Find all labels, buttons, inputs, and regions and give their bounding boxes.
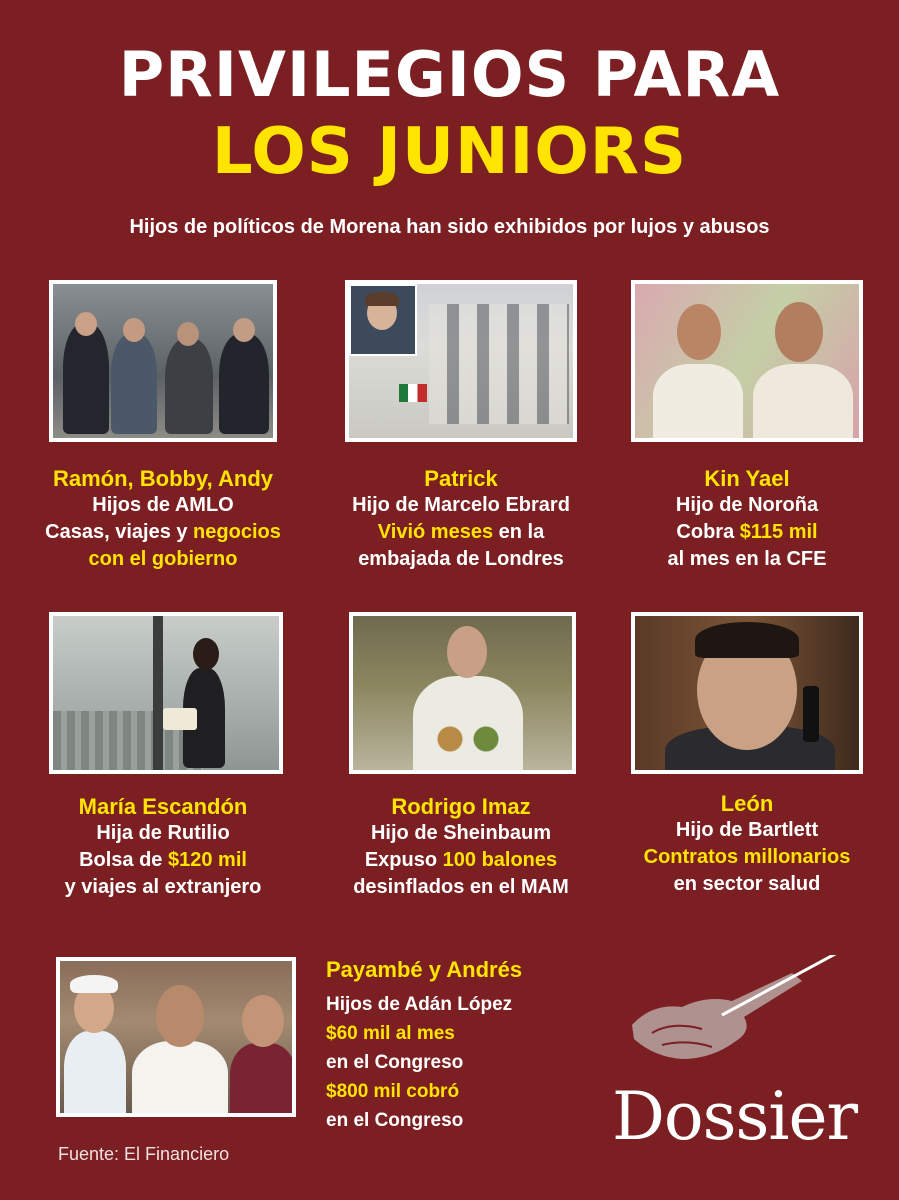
person-figure (64, 1031, 126, 1113)
deflated-balls (423, 721, 513, 757)
headline-line-2: LOS JUNIORS (211, 115, 688, 189)
card-line: Hijos de AMLO (92, 494, 234, 516)
photo-patrick (345, 280, 577, 442)
card-name: Ramón, Bobby, Andy (53, 466, 273, 491)
person-figure (219, 334, 269, 434)
card-line: en el Congreso (326, 1110, 464, 1131)
card-line: Hijo de Marcelo Ebrard (352, 494, 570, 516)
caption-adan-lopez-sons (326, 955, 606, 1135)
card-name: Payambé y Andrés (326, 957, 523, 982)
photo-maria-escandon (49, 612, 283, 774)
card-line: embajada de Londres (358, 548, 564, 570)
card-line: Cobra $115 mil (676, 521, 818, 543)
person-figure (132, 1041, 228, 1113)
photo-rodrigo-imaz (349, 612, 576, 774)
source-note: Fuente: El Financiero (58, 1144, 230, 1164)
card-line: Casas, viajes y negocios (45, 521, 281, 543)
card-line-highlight: $800 mil cobró (326, 1081, 460, 1102)
photo-kin-yael (631, 280, 863, 442)
card-name: Rodrigo Imaz (391, 794, 531, 819)
building-windows (429, 304, 569, 424)
card-line: y viajes al extranjero (64, 876, 262, 898)
dossier-hand-pen-icon (612, 955, 852, 1085)
cap (70, 975, 118, 993)
subtitle: Hijos de políticos de Morena han sido exhibidos por lujos y abusos (129, 216, 770, 238)
person-head (177, 322, 199, 346)
person-figure (165, 339, 213, 434)
card-line: Hijo de Bartlett (675, 819, 819, 841)
person-head (75, 312, 97, 336)
person-head (193, 638, 219, 670)
card-line: desinflados en el MAM (353, 876, 569, 898)
card-line: Hija de Rutilio (96, 822, 230, 844)
person-figure (111, 334, 157, 434)
flag (399, 384, 427, 402)
caption-maria-escandon (10, 793, 316, 901)
caption-amlo-sons (10, 465, 316, 573)
card-line: al mes en la CFE (667, 548, 827, 570)
card-line: Vivió meses en la (377, 521, 545, 543)
handbag (163, 708, 197, 730)
person-figure (653, 364, 743, 438)
caption-leon (606, 790, 888, 898)
person-head (242, 995, 284, 1047)
headline-line-1: PRIVILEGIOS PARA (118, 38, 781, 111)
inset-portrait (349, 284, 417, 356)
caption-kin-yael (616, 465, 878, 573)
card-line: Hijos de Adán López (326, 994, 513, 1015)
person-head (156, 985, 204, 1047)
card-line: Hijo de Sheinbaum (370, 822, 552, 844)
card-name: Kin Yael (704, 466, 790, 491)
person-head (677, 304, 721, 360)
person-figure (230, 1043, 292, 1113)
person-head (123, 318, 145, 342)
card-name: María Escandón (78, 794, 248, 819)
person-figure (753, 364, 853, 438)
dossier-logo: Dossier (612, 1078, 858, 1155)
photo-adan-lopez-sons (56, 957, 296, 1117)
person-head (447, 626, 487, 678)
person-head (233, 318, 255, 342)
card-name: León (720, 791, 774, 816)
person-head (775, 302, 823, 362)
window-frame (153, 616, 163, 770)
person-hair (365, 292, 399, 306)
card-line: Expuso 100 balones (364, 849, 558, 871)
card-line: en sector salud (673, 873, 821, 895)
card-line: Bolsa de $120 mil (79, 849, 247, 871)
card-line: en el Congreso (326, 1052, 464, 1073)
card-line-highlight: $60 mil al mes (326, 1023, 455, 1044)
photo-leon (631, 612, 863, 774)
caption-rodrigo-imaz (316, 793, 606, 901)
card-line-highlight: Contratos millonarios (643, 846, 851, 868)
person-figure (63, 324, 109, 434)
card-name: Patrick (424, 466, 498, 491)
caption-patrick (316, 465, 606, 573)
person-hair (695, 622, 799, 658)
phone (803, 686, 819, 742)
photo-amlo-sons (49, 280, 277, 442)
card-line: Hijo de Noroña (675, 494, 819, 516)
card-line-highlight: con el gobierno (88, 548, 238, 570)
